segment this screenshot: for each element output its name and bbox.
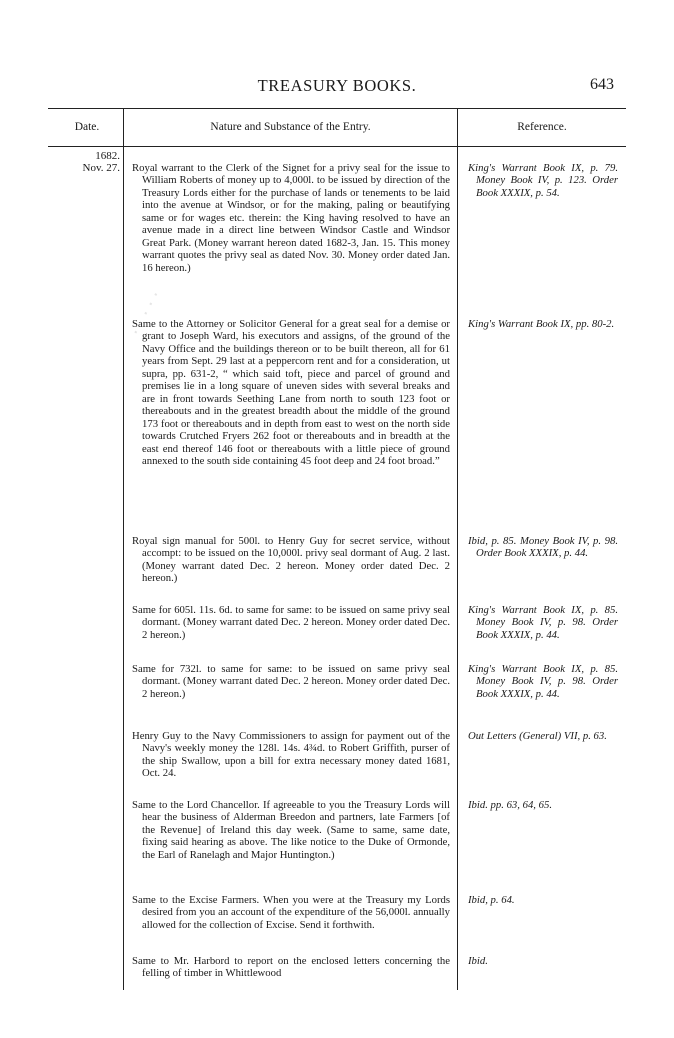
entry-text: Same to Mr. Harbord to report on the enclosed letters concerning the felling of timber in Whittlewood	[132, 955, 450, 980]
entry-reference: King's Warrant Book IX, p. 85. Money Book IV, p. 98. Order Book XXXIX, p. 44.	[468, 663, 618, 700]
entry-text: Royal warrant to the Clerk of the Signet for a privy seal for the issue to William Roberts of money up to 4,000l. to be issued by direction of the Treasury Lords either for the purchase of lands or tenements to be laid into the avenue at Windsor, or for the making, paling or beautifying same or for wages etc. therein: the King having resolved to have an avenue made in a direct line between Windsor Castle and Windsor Great Park. (Money warrant hereon dated 1682-3, Jan. 15. This money warrant quotes the privy seal as dated Nov. 30. Money order dated Jan. 16 hereon.)	[132, 162, 450, 274]
entry-text: Same to the Attorney or Solicitor General for a great seal for a demise or grant to Joseph Ward, his executors and assigns, of the ground of the Navy Office and the buildings thereon or to be built thereon, all for 61 years from Sept. 29 last at a peppercorn rent and for a consideration, ut supra, pp. 631-2, “ which said toft, piece and parcel of ground and premises lie in a long square of uneven sides with several breaks and are in front towards Seething Lane from north to south 123 foot or thereabouts and in the greatest breadth about the middle of the ground 173 foot or thereabouts and in depth from east to west on the north side towards Crutched Fryers 262 foot or thereabouts and in breadth at the east end thereof 146 foot or thereabouts with a little piece of ground annexed to the south side containing 45 foot deep and 24 foot broad.”	[132, 318, 450, 467]
running-title: TREASURY BOOKS.	[257, 76, 417, 95]
entry-reference: Ibid.	[468, 955, 488, 967]
entry-text: Same to the Lord Chancellor. If agreeable to you the Treasury Lords will hear the business of Alderman Breedon and partners, late Farmers [of the Revenue] of Ireland this day week. (Same to same, same date, fixing said hearing as above. The like notice to the Duke of Ormonde, the Earl of Ranelagh and Major Huntington.)	[132, 799, 450, 861]
column-divider-left	[123, 108, 124, 990]
entry-reference: Ibid, p. 85. Money Book IV, p. 98. Order Book XXXIX, p. 44.	[468, 535, 618, 560]
column-header-date: Date.	[74, 121, 100, 133]
entry-text: Henry Guy to the Navy Commissioners to assign for payment out of the Navy's weekly money the 128l. 14s. 4¾d. to Robert Griffith, purser of the ship Swallow, upon a bill for extra necessary money dated 1681, Oct. 24.	[132, 730, 450, 780]
watermark-stamp: ·····	[123, 282, 169, 340]
entry-text: Royal sign manual for 500l. to Henry Guy for secret service, without accompt: to be issued on the 10,000l. privy seal dormant of Aug. 2 last. (Money warrant dated Dec. 2 hereon. Money order dated Dec. 2 hereon.)	[132, 535, 450, 585]
entry-reference: Ibid. pp. 63, 64, 65.	[468, 799, 553, 811]
entry-reference: Out Letters (General) VII, p. 63.	[468, 730, 607, 742]
page-number: 643	[590, 76, 614, 93]
entry-text: Same for 605l. 11s. 6d. to same for same: to be issued on same privy seal dormant. (Money warrant dated Dec. 2 hereon. Money order dated Dec. 2 hereon.)	[132, 604, 450, 641]
header-rule	[48, 146, 626, 147]
entry-reference: Ibid, p. 64.	[468, 894, 515, 906]
column-header-reference: Reference.	[517, 121, 567, 133]
column-divider-right	[457, 108, 458, 990]
entry-text: Same to the Excise Farmers. When you were at the Treasury my Lords desired from you an account of the expenditure of the 56,000l. annually allowed for the collection of Excise. Send it forthwith.	[132, 894, 450, 931]
entry-text: Same for 732l. to same for same: to be issued on same privy seal dormant. (Money warrant dated Dec. 2 hereon. Money order dated Dec. 2 hereon.)	[132, 663, 450, 700]
entry-reference: King's Warrant Book IX, p. 85. Money Book IV, p. 98. Order Book XXXIX, p. 44.	[468, 604, 618, 641]
top-rule	[48, 108, 626, 109]
date-day: Nov. 27.	[82, 162, 120, 174]
entry-reference: King's Warrant Book IX, pp. 80-2.	[468, 318, 615, 330]
date-year: 1682.	[95, 150, 120, 162]
column-header-nature: Nature and Substance of the Entry.	[210, 121, 371, 133]
entry-reference: King's Warrant Book IX, p. 79. Money Book IV, p. 123. Order Book XXXIX, p. 54.	[468, 162, 618, 199]
